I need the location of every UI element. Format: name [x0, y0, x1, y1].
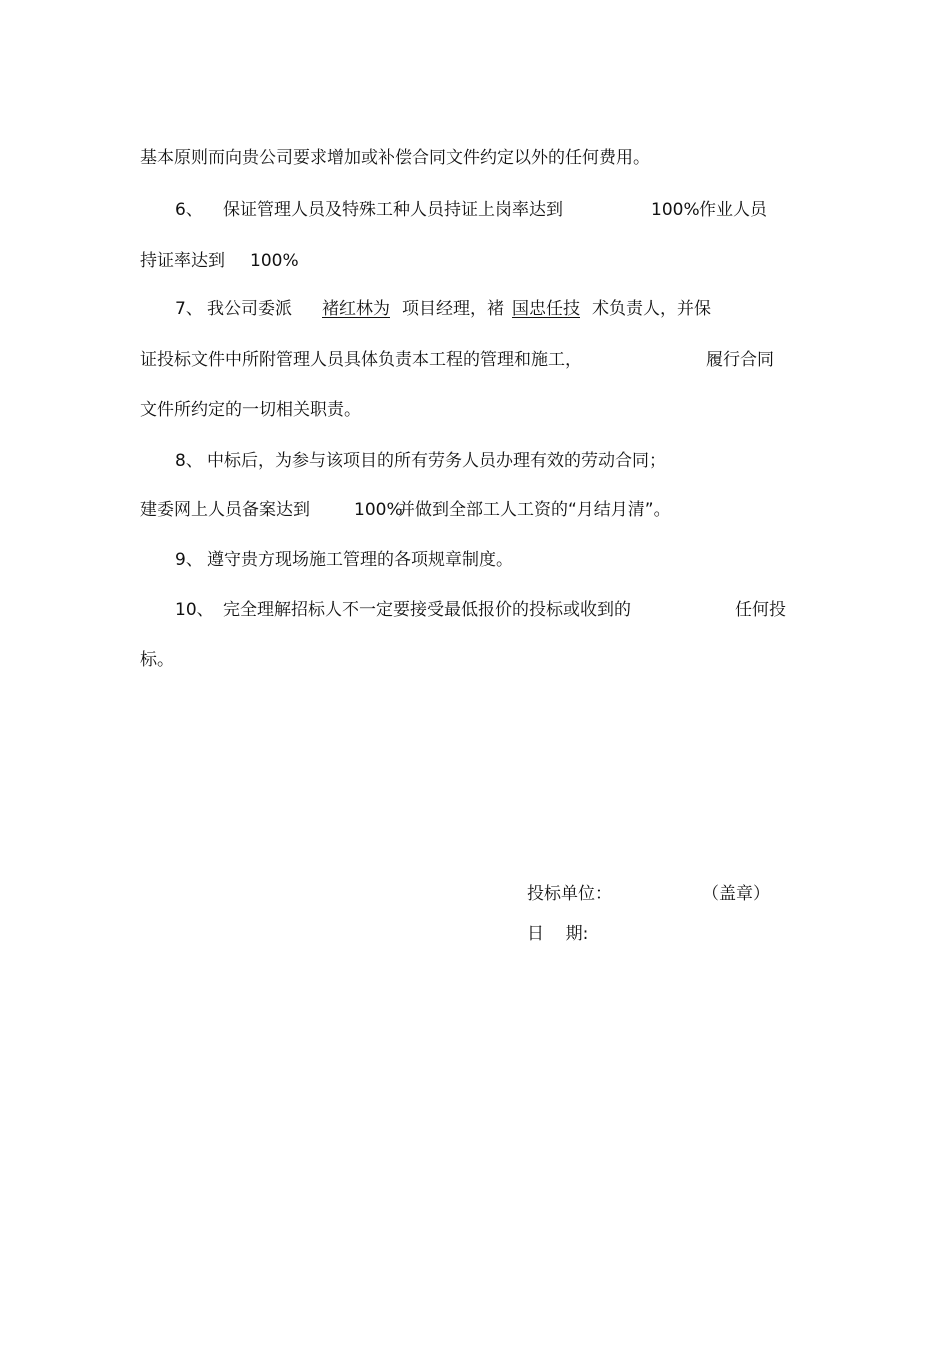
item-number: 6、	[175, 200, 203, 220]
project-manager-name: 褚红林为	[322, 299, 390, 319]
percent-value: 100%	[354, 500, 403, 520]
text: 履行合同	[706, 350, 774, 370]
technical-lead-name: 国忠任技	[512, 299, 580, 319]
bidder-unit-label: 投标单位：	[527, 884, 612, 904]
text: 遵守贵方现场施工管理的各项规章制度。	[207, 550, 513, 570]
item-number: 8、	[175, 451, 203, 471]
item-number: 7、	[175, 299, 203, 319]
text: 项目经理，褚	[402, 299, 504, 319]
text: 任何投	[735, 600, 786, 620]
percent-value: 100%	[651, 200, 700, 220]
text: 作业人员	[699, 200, 767, 220]
text: 标。	[140, 650, 174, 670]
text: 建委网上人员备案达到	[140, 500, 310, 520]
text: 文件所约定的一切相关职责。	[140, 400, 361, 420]
date-label: 日 期:	[527, 924, 589, 944]
item-number: 9、	[175, 550, 203, 570]
text: 术负责人，并保	[592, 299, 711, 319]
percent-value: 100%	[250, 251, 299, 271]
text: 中标后，为参与该项目的所有劳务人员办理有效的劳动合同；	[207, 451, 666, 471]
seal-label: （盖章）	[702, 884, 770, 904]
text: 完全理解招标人不一定要接受最低报价的投标或收到的	[223, 600, 631, 620]
text: 并做到全部工人工资的“月结月清”。	[398, 500, 671, 520]
text: 基本原则而向贵公司要求增加或补偿合同文件约定以外的任何费用。	[140, 148, 650, 168]
item-number: 10、	[175, 600, 214, 620]
text: 我公司委派	[207, 299, 292, 319]
text: 证投标文件中所附管理人员具体负责本工程的管理和施工，	[140, 350, 582, 370]
text: 保证管理人员及特殊工种人员持证上岗率达到	[223, 200, 563, 220]
text: 持证率达到	[140, 251, 225, 271]
